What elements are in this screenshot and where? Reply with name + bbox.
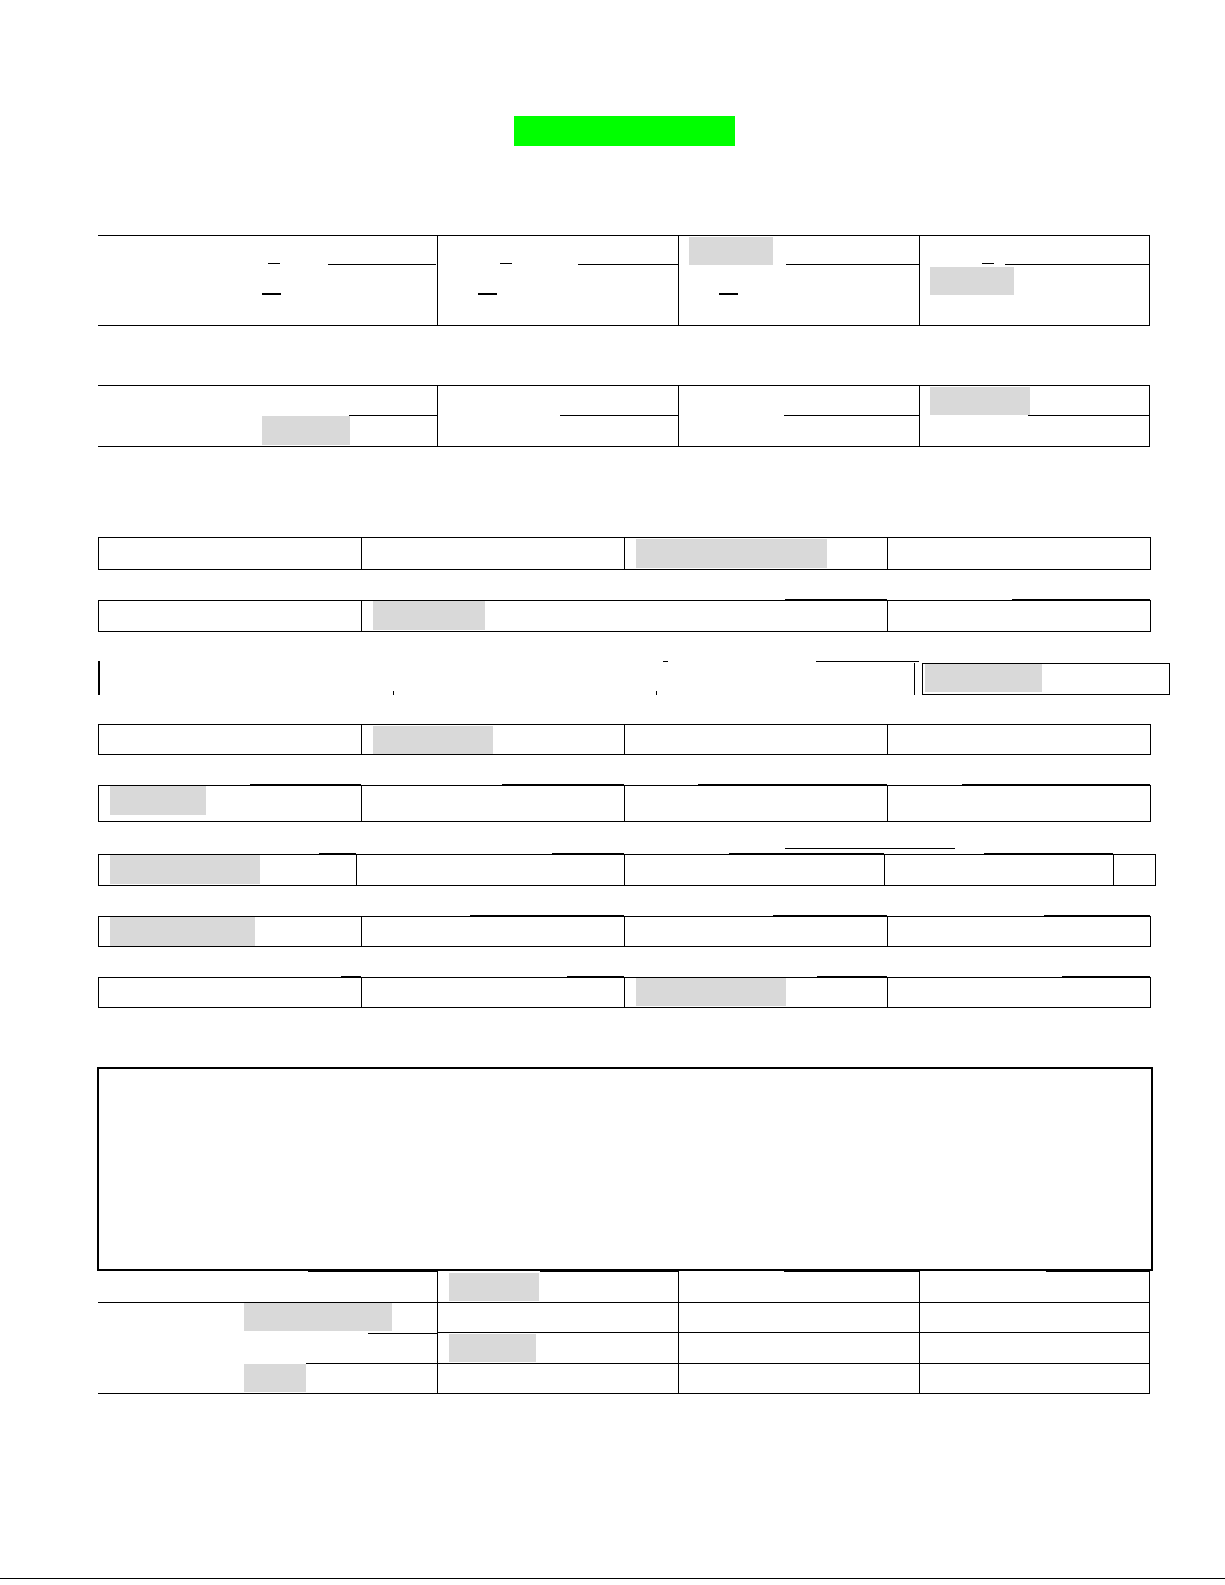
field-highlight[interactable] bbox=[244, 1303, 392, 1331]
field-highlight[interactable] bbox=[110, 917, 255, 946]
page-bottom-rule bbox=[0, 1578, 1225, 1579]
field-highlight[interactable] bbox=[636, 539, 827, 568]
title-highlight bbox=[514, 116, 735, 146]
field-highlight[interactable] bbox=[925, 664, 1042, 692]
field-highlight[interactable] bbox=[244, 1364, 306, 1392]
field-highlight[interactable] bbox=[930, 387, 1030, 415]
field-highlight[interactable] bbox=[373, 601, 485, 630]
field-highlight[interactable] bbox=[262, 416, 350, 445]
field-highlight[interactable] bbox=[689, 237, 773, 265]
field-highlight[interactable] bbox=[636, 978, 786, 1006]
field-highlight[interactable] bbox=[930, 267, 1014, 295]
field-highlight[interactable] bbox=[373, 726, 493, 754]
field-highlight[interactable] bbox=[449, 1273, 539, 1301]
field-highlight[interactable] bbox=[110, 855, 260, 884]
field-highlight[interactable] bbox=[449, 1334, 536, 1362]
comment-box[interactable] bbox=[97, 1067, 1153, 1271]
field-highlight[interactable] bbox=[110, 786, 206, 815]
